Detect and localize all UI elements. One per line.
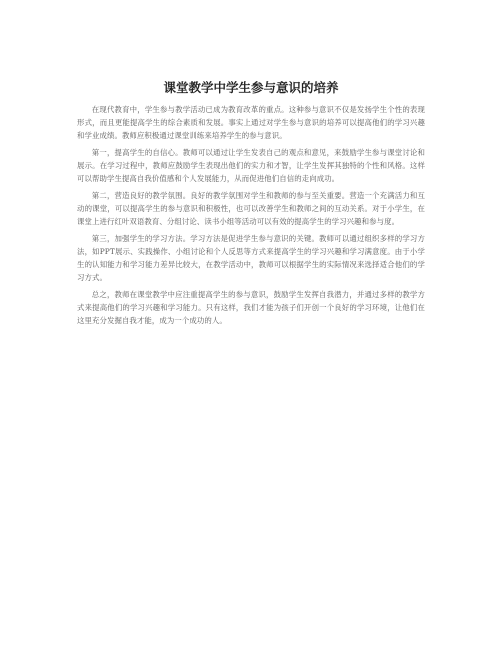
paragraph-second-point: 第二，营造良好的教学氛围。良好的教学氛围对学生和教师的参与至关重要。营造一个充满活力和互动的课堂，可以提高学生的参与意识和积极性，也可以改善学生和教师之间的互动关系。对于小学生，在课堂上进行红叶双语教育、分组讨论、读书小组等活动可以有效的提高学生的学习兴趣和参与度。 (77, 191, 425, 226)
document-title: 课堂教学中学生参与意识的培养 (163, 80, 339, 95)
paragraph-intro: 在现代教育中，学生参与教学活动已成为教育改革的重点。这种参与意识不仅是发扬学生个性的表现形式，而且更能提高学生的综合素质和发展。事实上通过对学生参与意识的培养可以提高他们的学习兴趣和学业成绩。教师应积极通过课堂训练来培养学生的参与意识。 (77, 105, 425, 140)
document-body (77, 103, 425, 331)
paragraph-conclusion: 总之，教师在课堂教学中应注重提高学生的参与意识，鼓励学生发挥自我潜力，并通过多样的教学方式来提高他们的学习兴趣和学习能力。只有这样，我们才能为孩子们开创一个良好的学习环境，让他们在这里充分发掘自我才能，成为一个成功的人。 (77, 290, 425, 325)
paragraph-first-point: 第一，提高学生的自信心。教师可以通过让学生发表自己的观点和意见，来鼓励学生参与课堂讨论和展示。在学习过程中，教师应鼓励学生表现出他们的实力和才智，让学生发挥其独特的个性和风格。这样可以帮助学生提高自我价值感和个人发展能力，从而促进他们自信的走向成功。 (77, 148, 425, 183)
paragraph-third-point: 第三，加强学生的学习方法。学习方法是促进学生参与意识的关键。教师可以通过组织多样的学习方法，如PPT展示、实践操作、小组讨论和个人反思等方式来提高学生的学习兴趣和学习满意度。由于小学生的认知能力和学习能力差异比较大，在教学活动中，教师可以根据学生的实际情况来选择适合他们的学习方式。 (77, 234, 425, 282)
